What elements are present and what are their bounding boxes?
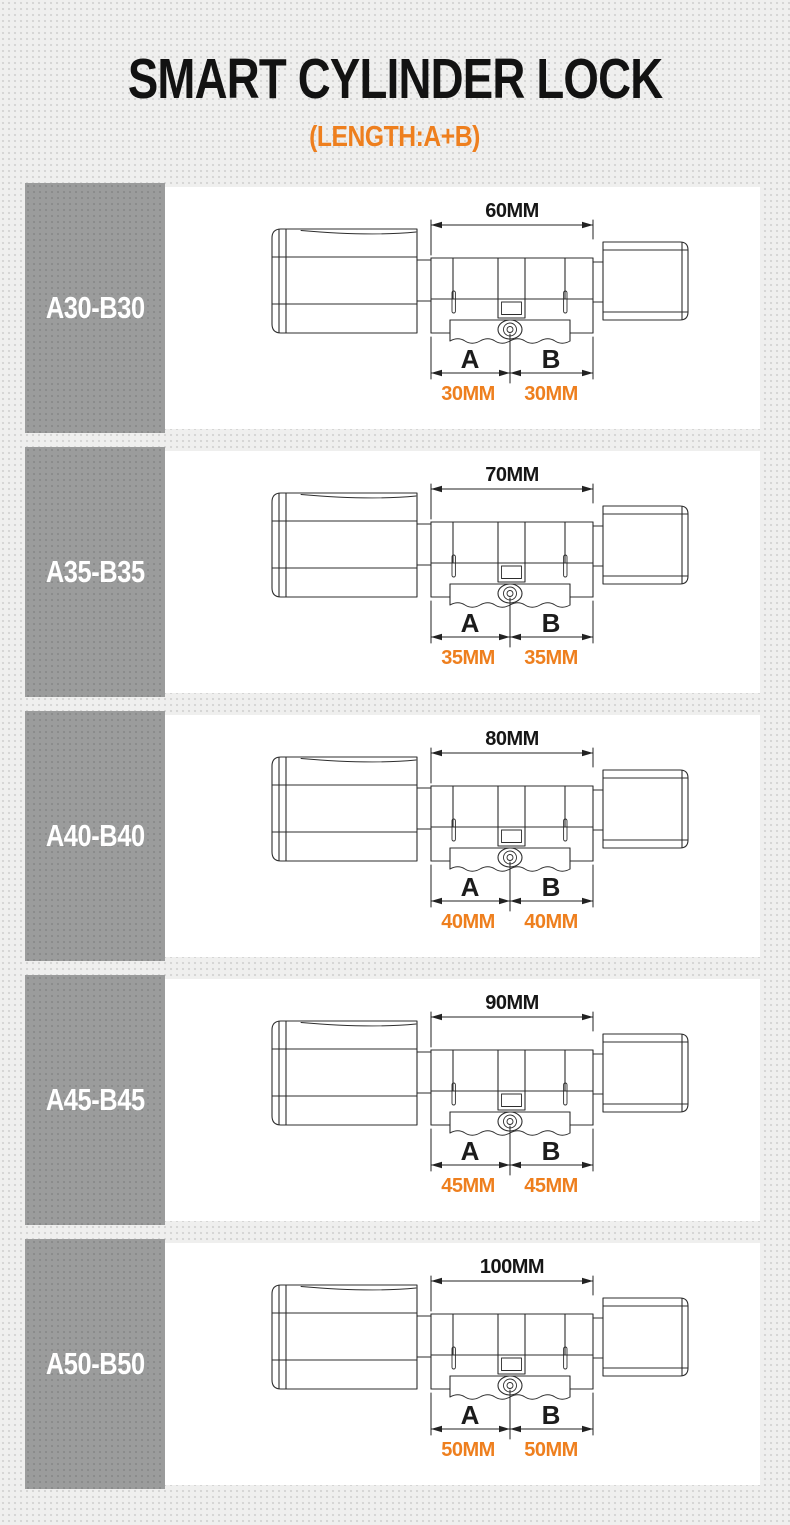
size-row-a45-b45: [25, 975, 760, 1225]
dim-a-value: 45MM: [441, 1175, 495, 1197]
total-length-label: 80MM: [485, 728, 539, 750]
dim-a-letter: A: [460, 872, 480, 902]
dim-b-letter: B: [541, 872, 561, 902]
page-title: SMART CYLINDER LOCK: [127, 47, 663, 111]
dim-a-value: 50MM: [441, 1439, 495, 1461]
subtitle-wrap: [0, 121, 790, 154]
dim-b-letter: B: [541, 608, 561, 638]
size-row-a50-b50: [25, 1239, 760, 1489]
dim-b-value: 40MM: [524, 911, 578, 933]
dim-b-value: 35MM: [524, 647, 578, 669]
cylinder-lock-diagram: [165, 451, 760, 693]
model-label: A45-B45: [45, 1082, 145, 1117]
model-sidebar: [25, 711, 165, 961]
dim-b-letter: B: [541, 344, 561, 374]
size-row-a35-b35: [25, 447, 760, 697]
total-length-label: 70MM: [485, 464, 539, 486]
total-length-label: 90MM: [485, 992, 539, 1014]
dim-b-value: 30MM: [524, 383, 578, 405]
model-sidebar: [25, 447, 165, 697]
drawing-panel: [165, 1243, 760, 1485]
drawing-panel: [165, 451, 760, 693]
dim-a-letter: A: [460, 344, 480, 374]
dim-a-value: 40MM: [441, 911, 495, 933]
model-sidebar: [25, 183, 165, 433]
model-label: A30-B30: [45, 290, 145, 325]
dim-a-value: 30MM: [441, 383, 495, 405]
total-length-label: 100MM: [479, 1256, 545, 1278]
model-label: A35-B35: [45, 554, 145, 589]
dim-b-letter: B: [541, 1400, 561, 1430]
size-rows: [25, 183, 760, 1489]
dim-a-value: 35MM: [441, 647, 495, 669]
cylinder-lock-diagram: [165, 1243, 760, 1485]
dim-b-value: 45MM: [524, 1175, 578, 1197]
dim-a-letter: A: [460, 1136, 480, 1166]
total-length-label: 60MM: [485, 200, 539, 222]
dim-a-letter: A: [460, 1400, 480, 1430]
cylinder-lock-diagram: [165, 979, 760, 1221]
cylinder-lock-diagram: [165, 715, 760, 957]
cylinder-lock-diagram: [165, 187, 760, 429]
model-label: A40-B40: [45, 818, 145, 853]
model-sidebar: [25, 975, 165, 1225]
dim-a-letter: A: [460, 608, 480, 638]
size-row-a30-b30: [25, 183, 760, 433]
size-row-a40-b40: [25, 711, 760, 961]
drawing-panel: [165, 715, 760, 957]
model-sidebar: [25, 1239, 165, 1489]
model-label: A50-B50: [45, 1346, 145, 1381]
page-subtitle: (LENGTH:A+B): [309, 121, 481, 153]
dim-b-value: 50MM: [524, 1439, 578, 1461]
header: [0, 0, 790, 183]
drawing-panel: [165, 979, 760, 1221]
drawing-panel: [165, 187, 760, 429]
dim-b-letter: B: [541, 1136, 561, 1166]
